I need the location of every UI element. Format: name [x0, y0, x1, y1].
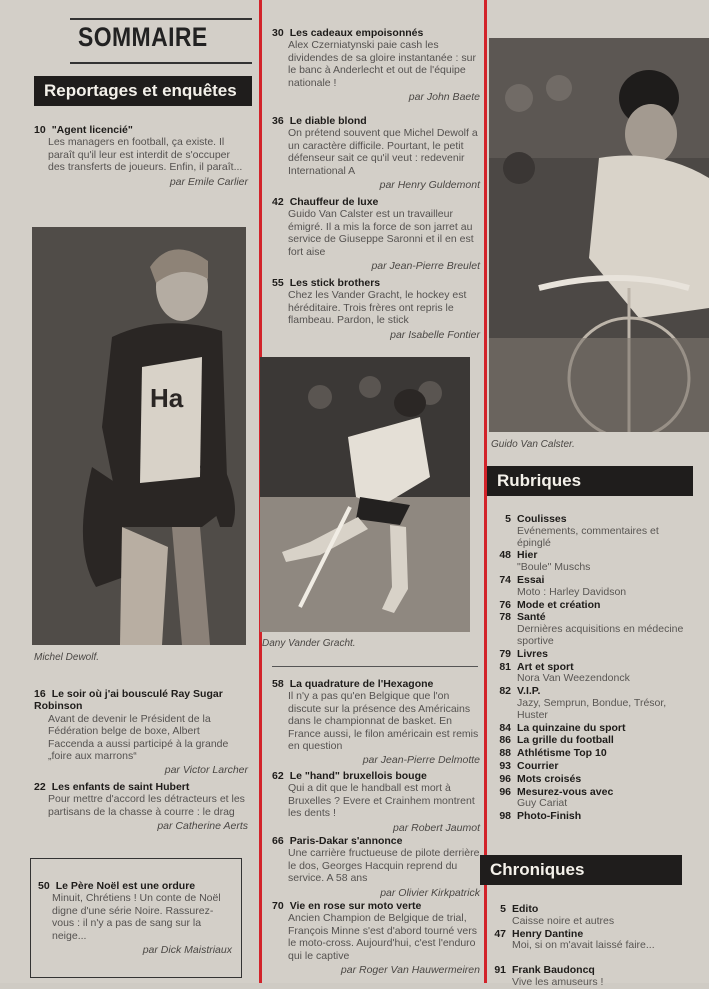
article-author: par Robert Jaumot — [393, 821, 480, 834]
page-number: 86 — [499, 734, 511, 747]
article-summary: Chez les Vander Gracht, le hockey est héréditaire. Trois frères ont repris le flambeau. Pardon, le stick — [288, 289, 467, 327]
article-author: par Dick Maistriaux — [142, 944, 232, 957]
rubrique-title: Edito — [512, 903, 539, 915]
rubrique-subtitle: Nora Van Weezendonck — [517, 672, 630, 685]
article-summary: Avant de devenir le Président de la Fédération belge de boxe, Albert Faccenda a aussi participé à la grande „foire aux marrons“ — [48, 712, 229, 763]
rubrique-subtitle: Moto : Harley Davidson — [517, 585, 627, 598]
photo-caption: Guido Van Calster. — [491, 439, 575, 450]
rubrique-title: Courrier — [517, 760, 559, 772]
page-number: 74 — [499, 574, 511, 586]
page-number: 98 — [499, 810, 511, 823]
article-author: par Jean-Pierre Breulet — [371, 260, 480, 273]
rubrique-title: Mode et création — [517, 598, 601, 611]
section-banner-chroniques: Chroniques — [480, 855, 682, 885]
article-author: par Catherine Aerts — [157, 820, 248, 833]
article-author: par Olivier Kirkpatrick — [380, 886, 480, 899]
article-summary: On prétend souvent que Michel Dewolf a un caractère difficile. Pourtant, le petit défenseur sait ce qu'il veut : redevenir International A — [288, 127, 478, 177]
page-number: 79 — [499, 647, 511, 660]
rubrique-item — [491, 774, 691, 786]
page-number: 48 — [499, 549, 511, 562]
rubrique-title: Livres — [517, 647, 548, 660]
rubrique-item — [491, 612, 691, 647]
article-title: Les enfants de saint Hubert — [51, 781, 190, 793]
page-number: 70 — [272, 900, 284, 912]
rubrique-subtitle: Moi, si on m'avait laissé faire... — [512, 939, 655, 952]
rubrique-title: Santé — [517, 611, 546, 624]
rubrique-item — [491, 735, 691, 747]
article-summary: Pour mettre d'accord les détracteurs et les partisans de la chasse à courre : le drag — [48, 793, 245, 818]
page-number: 58 — [272, 678, 284, 690]
rubrique-item — [491, 686, 691, 721]
page-number: 30 — [272, 27, 284, 39]
rubrique-title: La grille du football — [517, 734, 614, 747]
rubrique-subtitle: Caisse noire et autres — [512, 914, 615, 927]
rubrique-item — [486, 929, 686, 953]
rubrique-title: Coulisses — [517, 513, 567, 525]
article-author: par Henry Guldemont — [379, 179, 480, 192]
toc-entry — [272, 835, 480, 899]
rubrique-item — [491, 575, 691, 599]
rubrique-item — [491, 600, 691, 612]
rubrique-title: Photo-Finish — [517, 810, 582, 823]
page-number: 55 — [272, 277, 284, 289]
page-number: 16 — [34, 688, 46, 700]
article-title: Paris-Dakar s'annonce — [289, 835, 403, 847]
article-title: La quadrature de l'Hexagone — [289, 678, 434, 690]
rubrique-subtitle: Guy Cariat — [517, 797, 568, 810]
page-number: 93 — [499, 760, 511, 772]
page-number: 5 — [505, 513, 511, 525]
toc-entry — [272, 115, 480, 191]
rubrique-title: V.I.P. — [517, 685, 541, 698]
article-author: par Roger Van Hauwermeiren — [340, 964, 480, 977]
page-number: 78 — [499, 611, 511, 624]
article-title: Le Père Noël est une ordure — [55, 880, 196, 892]
rubrique-title: Henry Dantine — [512, 927, 584, 940]
photo-caption: Dany Vander Gracht. — [262, 638, 356, 649]
article-title: Les cadeaux empoisonnés — [289, 27, 424, 39]
article-summary: Une carrière fructueuse de pilote derrière le dos, Georges Hacquin reprend du service. A 58 ans — [288, 847, 480, 885]
rubrique-item — [491, 811, 691, 823]
toc-entry — [38, 880, 232, 956]
article-summary: Minuit, Chrétiens ! Un conte de Noël digne d'une série Noire. Rassurez-vous : il n'y a pas de sang sur la neige... — [52, 892, 221, 942]
page-number: 47 — [494, 927, 506, 940]
rubrique-item — [491, 662, 691, 686]
rubrique-item — [491, 748, 691, 760]
rubrique-item — [486, 904, 686, 928]
rubrique-title: Frank Baudoncq — [512, 964, 595, 976]
page-number: 66 — [272, 835, 284, 847]
rubrique-item — [486, 965, 686, 989]
article-summary: Ancien Champion de Belgique de trial, François Minne s'est d'abord tourné vers le moto-cross. Aujourd'hui, c'est l'enduro qui le captive — [288, 912, 478, 962]
photo-caption: Michel Dewolf. — [34, 652, 100, 663]
article-title: Les stick brothers — [289, 277, 381, 289]
rubrique-title: La quinzaine du sport — [517, 721, 626, 734]
rubrique-title: Mots croisés — [517, 772, 582, 785]
rubrique-title: Mesurez-vous avec — [517, 785, 614, 798]
section-banner-rubriques: Rubriques — [487, 466, 693, 496]
rubrique-item — [491, 787, 691, 811]
page-number: 50 — [38, 880, 50, 892]
page-number: 76 — [499, 598, 511, 611]
page-number: 96 — [499, 772, 511, 785]
article-author: par Victor Larcher — [164, 764, 248, 777]
cyclist-photo-illustration — [489, 38, 709, 432]
toc-entry — [272, 770, 480, 834]
hockey-photo-illustration — [260, 357, 470, 632]
article-author: par Emile Carlier — [169, 175, 248, 188]
article-title: Le "hand" bruxellois bouge — [289, 770, 427, 782]
article-title: Le diable blond — [289, 115, 367, 127]
rubrique-subtitle: "Boule" Muschs — [517, 561, 591, 574]
page-number: 82 — [499, 685, 511, 698]
article-author: par Jean-Pierre Delmotte — [362, 754, 480, 767]
rubrique-item — [491, 514, 691, 549]
rubrique-subtitle: Dernières acquisitions en médecine sportive — [517, 623, 684, 647]
page-number: 22 — [34, 781, 46, 793]
rubrique-title: Athlétisme Top 10 — [517, 747, 607, 760]
toc-entry — [34, 781, 248, 833]
page-number: 88 — [499, 747, 511, 760]
rubrique-item — [491, 550, 691, 574]
article-title: Le soir où j'ai bousculé Ray Sugar Robinson — [34, 688, 223, 713]
page-number: 96 — [499, 785, 511, 798]
page-number: 62 — [272, 770, 284, 782]
toc-entry — [34, 124, 248, 188]
rubrique-subtitle: Vive les amuseurs ! — [512, 975, 604, 988]
article-title: "Agent licencié" — [51, 124, 133, 136]
svg-text:Ha: Ha — [150, 383, 184, 413]
player-photo-illustration — [32, 227, 246, 645]
article-summary: Les managers en football, ça existe. Il paraît qu'il leur est interdit de s'occuper des transferts de joueurs. Enfin, il paraît... — [48, 136, 243, 174]
rubrique-item — [491, 761, 691, 773]
article-author: par Isabelle Fontier — [390, 328, 480, 341]
rubrique-title: Art et sport — [517, 660, 574, 673]
page-number: 84 — [499, 721, 511, 734]
article-summary: Qui a dit que le handball est mort à Bruxelles ? Evere et Crainhem montrent les dents ! — [288, 782, 475, 820]
photo-dany-vander-gracht — [260, 357, 470, 632]
page-title: SOMMAIRE — [78, 22, 208, 52]
toc-entry — [272, 27, 480, 103]
page-number: 81 — [499, 660, 511, 673]
toc-entry — [34, 688, 248, 777]
rubrique-item — [491, 649, 691, 661]
rubrique-subtitle: Evénements, commentaires et épinglé — [517, 524, 659, 549]
rubrique-item — [491, 723, 691, 735]
article-author: par John Baete — [408, 91, 480, 104]
article-summary: Il n'y a pas qu'en Belgique que l'on discute sur la présence des Américains dans le championnat de basket. En France aussi, le filon américain est remis en question — [288, 690, 479, 753]
page-number: 91 — [494, 964, 506, 976]
page-number: 36 — [272, 115, 284, 127]
photo-michel-dewolf — [32, 227, 246, 645]
page-number: 42 — [272, 196, 284, 208]
page-number: 5 — [500, 903, 506, 915]
toc-entry — [272, 678, 480, 767]
page-number: 10 — [34, 124, 46, 136]
article-summary: Alex Czerniatynski paie cash les dividendes de sa gloire instantanée : sur le banc à Anderlecht et out de l'équipe nationale ! — [288, 39, 476, 89]
photo-guido-van-calster — [489, 38, 709, 432]
rubrique-subtitle: Jazy, Semprun, Bondue, Trésor, Huster — [517, 696, 667, 721]
divider — [272, 666, 478, 667]
section-banner-reportages: Reportages et enquêtes — [34, 76, 252, 106]
toc-entry — [272, 277, 480, 341]
toc-entry — [272, 900, 480, 976]
toc-entry — [272, 196, 480, 272]
rubrique-title: Hier — [517, 549, 538, 562]
article-title: Vie en rose sur moto verte — [289, 900, 422, 912]
article-title: Chauffeur de luxe — [289, 196, 379, 208]
rubrique-title: Essai — [517, 574, 545, 586]
article-summary: Guido Van Calster est un travailleur émigré. Il a mis la force de son jarret au service de Giuseppe Saronni et il en est fort aise — [288, 208, 474, 258]
